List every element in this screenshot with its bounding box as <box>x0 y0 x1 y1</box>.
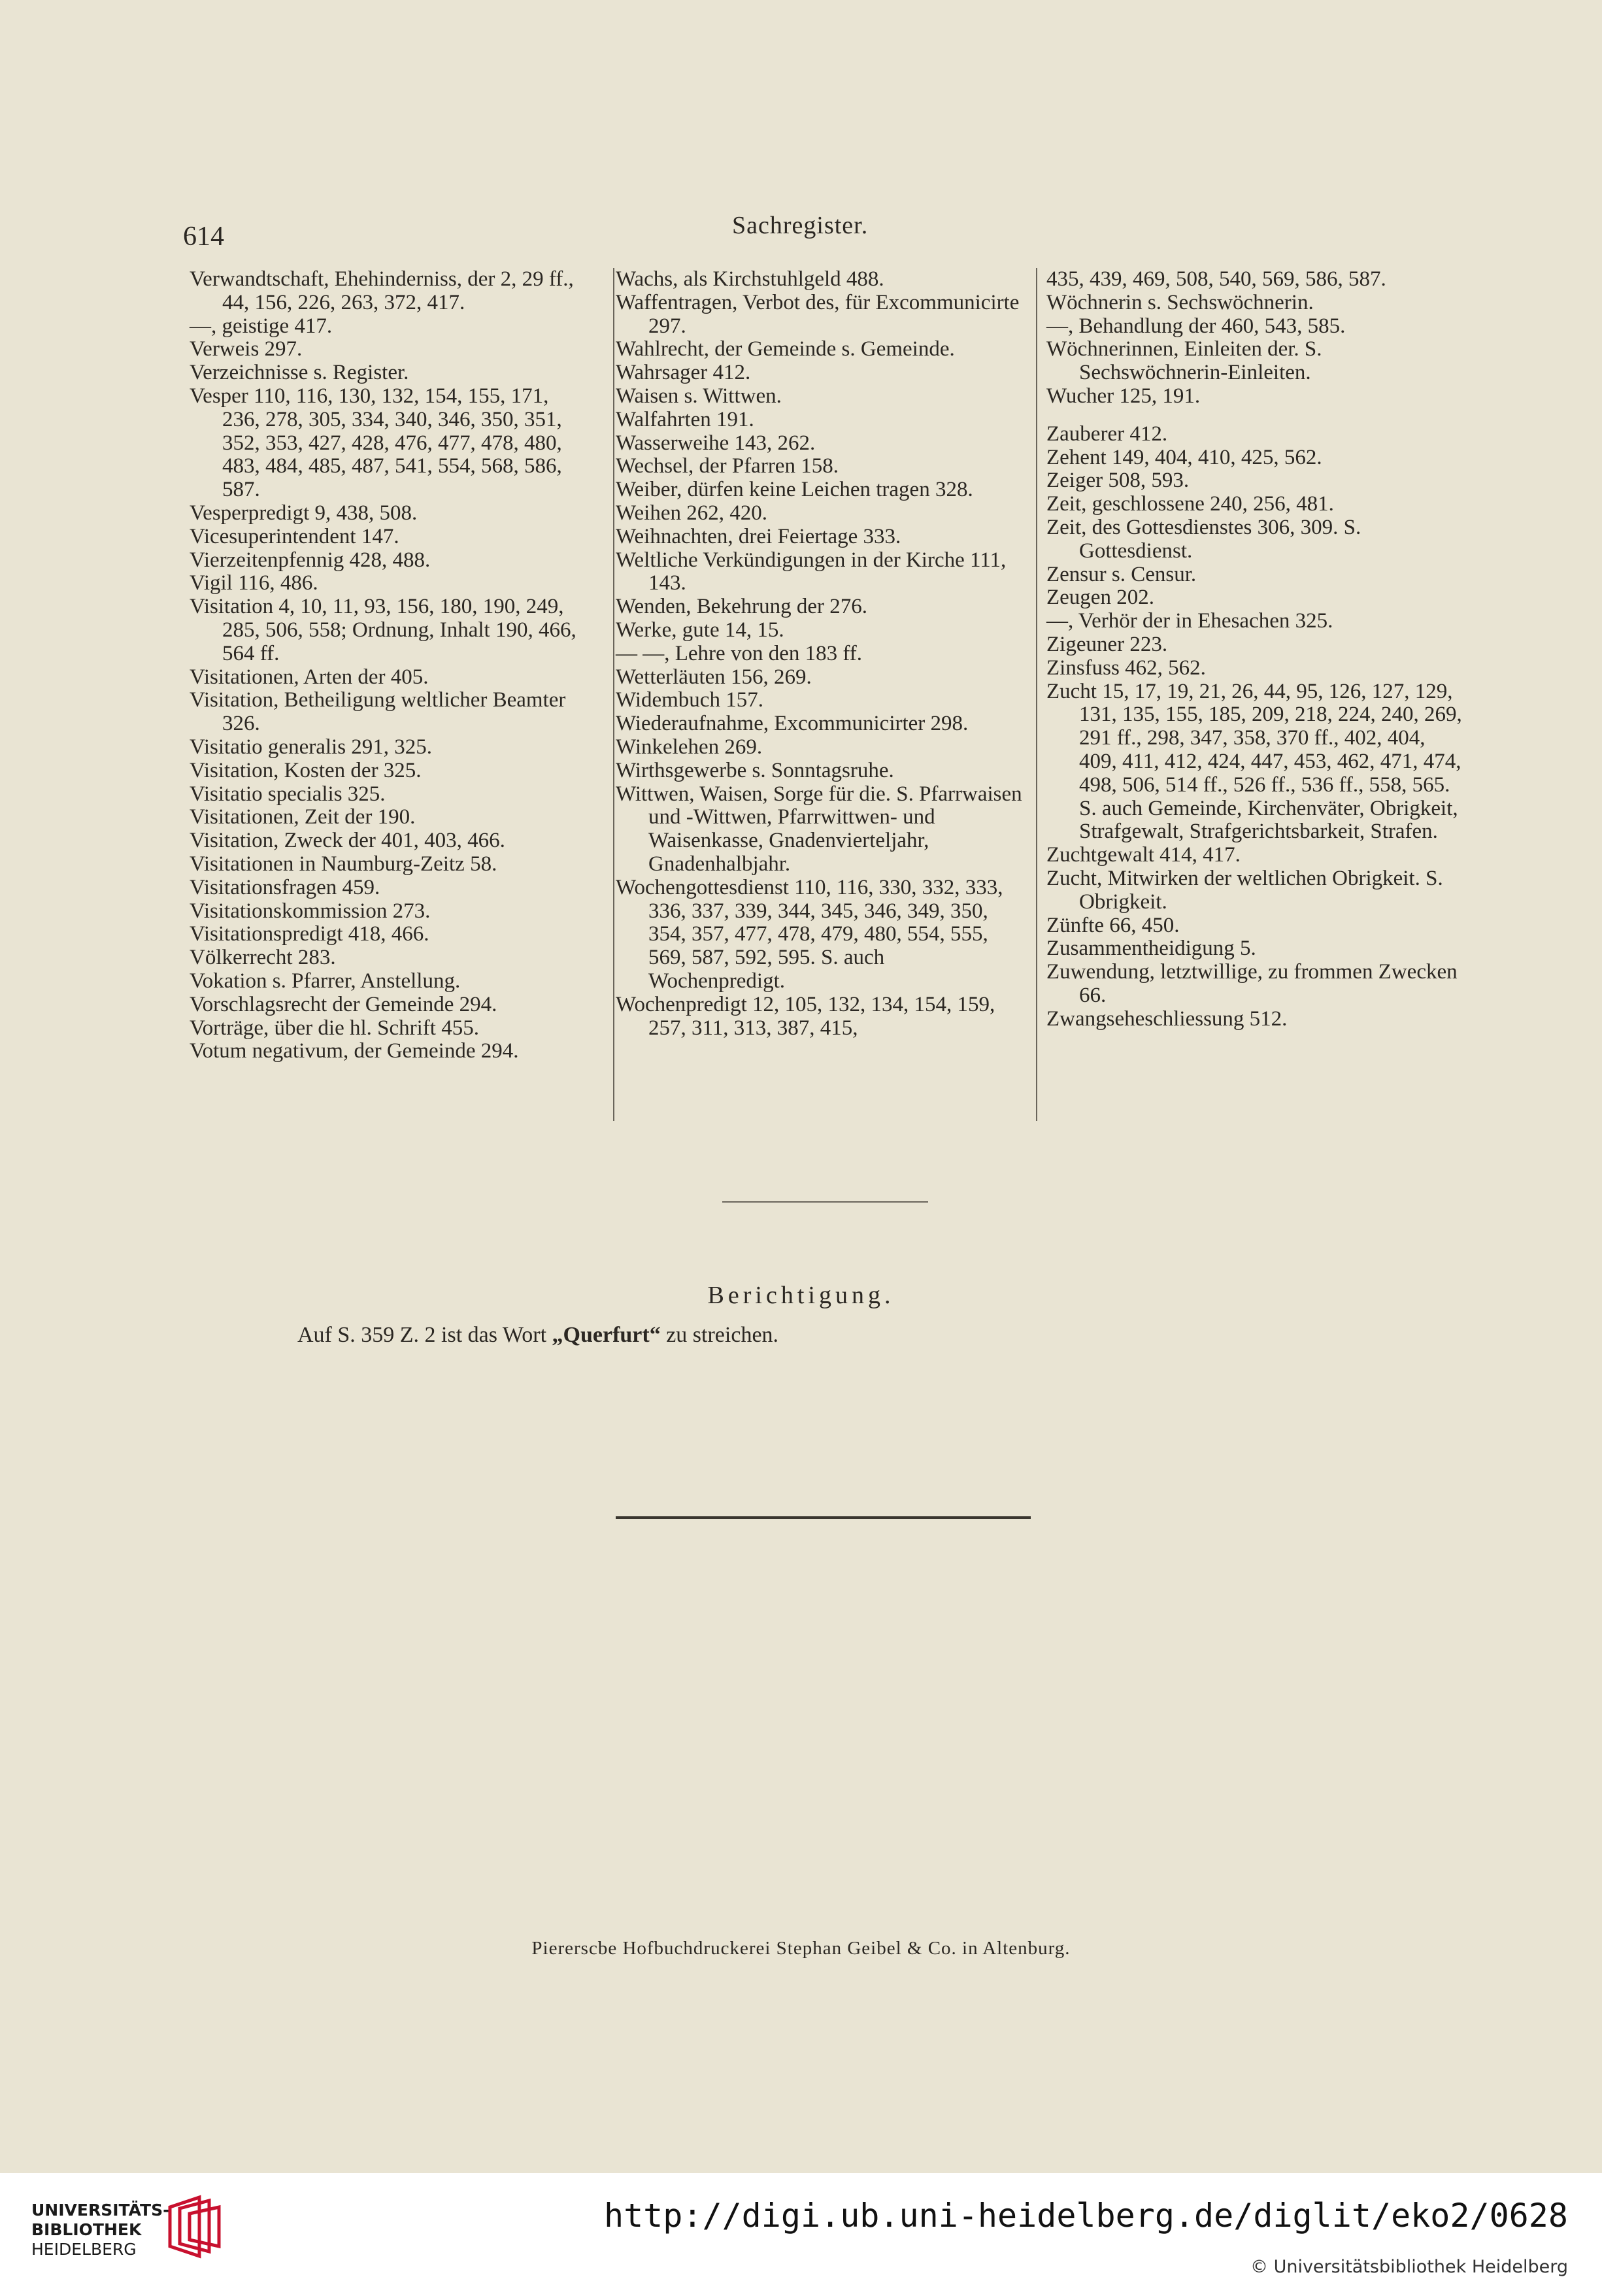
index-entry: Visitation, Betheiligung weltlicher Beamter 326. <box>190 688 566 736</box>
index-column-3-w <box>1046 268 1465 408</box>
index-entry: Visitationsfragen 459. <box>190 875 380 899</box>
index-entry: Wetterläuten 156, 269. <box>616 665 812 689</box>
index-column-1 <box>190 268 588 1063</box>
index-entry: Wochengottesdienst 110, 116, 330, 332, 333, 336, 337, 339, 344, 345, 346, 349, 350, 354, 357, 477, 478, 479, 480, 554, 555, 569, 587, 592, 595. S. auch Wochenpredigt. <box>616 875 1003 993</box>
index-entry: Zucht 15, 17, 19, 21, 26, 44, 95, 126, 127, 129, 131, 135, 155, 185, 209, 218, 224, 240, 269, 291 ff., 298, 347, 358, 370 ff., 402, 404, 409, 411, 412, 424, 447, 453, 462, 471, 474, 498, 506, 514 ff., 526 ff., 536 ff., 558, 565. S. auch Gemeinde, Kirchenväter, Obrigkeit, Strafgewalt, Strafgerichtsbarkeit, Strafen. <box>1046 679 1462 844</box>
index-entry: Wahlrecht, der Gemeinde s. Gemeinde. <box>616 337 955 361</box>
index-entry: Visitation 4, 10, 11, 93, 156, 180, 190, 249, 285, 506, 558; Ordnung, Inhalt 190, 466, 564 ff. <box>190 595 576 665</box>
logo-line-3: HEIDELBERG <box>31 2240 137 2259</box>
index-entry: Wiederaufnahme, Excommunicirter 298. <box>616 712 969 736</box>
index-entry: —, Behandlung der 460, 543, 585. <box>1046 314 1346 338</box>
index-entry: Zuchtgewalt 414, 417. <box>1046 843 1241 867</box>
index-entry: Weihnachten, drei Feiertage 333. <box>616 524 901 548</box>
index-entry: Wahrsager 412. <box>616 361 751 385</box>
index-column-2 <box>613 268 1024 1121</box>
index-column-3-z <box>1046 423 1465 1031</box>
index-entry: Visitatio specialis 325. <box>190 782 386 806</box>
index-entry: Zensur s. Censur. <box>1046 562 1197 586</box>
index-entry: Vesper 110, 116, 130, 132, 154, 155, 171, 236, 278, 305, 334, 340, 346, 350, 351, 352, 353, 427, 428, 476, 477, 478, 480, 483, 484, 485, 487, 541, 554, 568, 586, 587. <box>190 384 562 502</box>
index-entry: Zeit, geschlossene 240, 256, 481. <box>1046 492 1334 516</box>
index-entry: Waffentragen, Verbot des, für Excommunicirte 297. <box>616 290 1020 338</box>
library-logo-icon <box>163 2194 222 2259</box>
correction-text-after: zu streichen. <box>660 1323 779 1347</box>
index-entry: Winkelehen 269. <box>616 735 763 759</box>
index-entry: Verwandtschaft, Ehehinderniss, der 2, 29 ff., 44, 156, 226, 263, 372, 417. <box>190 267 574 314</box>
page-number: 614 <box>183 222 224 252</box>
index-entry: Zucht, Mitwirken der weltlichen Obrigkeit. S. Obrigkeit. <box>1046 866 1443 914</box>
index-entry: Vokation s. Pfarrer, Anstellung. <box>190 969 461 993</box>
index-entry: Wittwen, Waisen, Sorge für die. S. Pfarrwaisen und -Wittwen, Pfarrwittwen- und Waisenkasse, Gnadenvierteljahr, Gnadenhalbjahr. <box>616 782 1022 876</box>
index-entry: 435, 439, 469, 508, 540, 569, 586, 587. <box>1046 267 1386 291</box>
correction-text <box>297 1323 778 1348</box>
index-entry: Vorträge, über die hl. Schrift 455. <box>190 1016 479 1040</box>
running-title: Sachregister. <box>732 212 869 239</box>
permalink-url[interactable]: http://digi.ub.uni-heidelberg.de/diglit/eko2/0628 <box>603 2197 1568 2235</box>
index-entry: Wachs, als Kirchstuhlgeld 488. <box>616 267 884 291</box>
index-entry: Wenden, Bekehrung der 276. <box>616 595 867 619</box>
index-entry: Vicesuperintendent 147. <box>190 524 399 548</box>
index-entry: Verweis 297. <box>190 337 303 361</box>
index-entry: Zuwendung, letztwillige, zu frommen Zwecken 66. <box>1046 960 1458 1007</box>
correction-text-before: Auf S. 359 Z. 2 ist das Wort <box>297 1323 552 1347</box>
index-entry: Visitationskommission 273. <box>190 899 431 923</box>
index-entry: Visitatio generalis 291, 325. <box>190 735 433 759</box>
index-entry: Weiber, dürfen keine Leichen tragen 328. <box>616 478 973 502</box>
logo-line-2: BIBLIOTHEK <box>31 2220 142 2239</box>
index-entry: Zeit, des Gottesdienstes 306, 309. S. Gottesdienst. <box>1046 515 1361 563</box>
index-entry: Vesperpredigt 9, 438, 508. <box>190 501 418 525</box>
index-entry: Votum negativum, der Gemeinde 294. <box>190 1039 519 1063</box>
index-entry: Völkerrecht 283. <box>190 946 336 970</box>
index-entry: Zauberer 412. <box>1046 422 1168 446</box>
index-column-3 <box>1036 268 1465 1121</box>
index-entry: Weltliche Verkündigungen in der Kirche 111, 143. <box>616 548 1007 595</box>
index-entry: Visitation, Kosten der 325. <box>190 758 422 782</box>
index-entry: —, Verhör der in Ehesachen 325. <box>1046 609 1333 633</box>
index-entry: Wechsel, der Pfarren 158. <box>616 454 839 478</box>
printer-imprint: Piererscbe Hofbuchdruckerei Stephan Geibel & Co. in Altenburg. <box>531 1938 1071 1959</box>
index-entry: Wöchnerinnen, Einleiten der. S. Sechswöchnerin-Einleiten. <box>1046 337 1322 385</box>
index-entry: Werke, gute 14, 15. <box>616 618 784 642</box>
index-entry: — —, Lehre von den 183 ff. <box>616 641 862 665</box>
index-entry: Zehent 149, 404, 410, 425, 562. <box>1046 445 1322 469</box>
correction-title: Berichtigung. <box>707 1282 895 1309</box>
index-entry: Waisen s. Wittwen. <box>616 384 782 408</box>
index-entry: Vorschlagsrecht der Gemeinde 294. <box>190 992 497 1016</box>
index-entry: Zinsfuss 462, 562. <box>1046 656 1206 680</box>
index-entry: Zünfte 66, 450. <box>1046 913 1180 937</box>
index-entry: Widembuch 157. <box>616 688 763 712</box>
index-entry: —, geistige 417. <box>190 314 333 338</box>
index-entry: Wochenpredigt 12, 105, 132, 134, 154, 159, 257, 311, 313, 387, 415, <box>616 992 995 1040</box>
index-entry: Vigil 116, 486. <box>190 571 318 595</box>
index-entry: Wöchnerin s. Sechswöchnerin. <box>1046 290 1314 314</box>
index-entry: Visitation, Zweck der 401, 403, 466. <box>190 829 505 853</box>
index-entry: Zigeuner 223. <box>1046 632 1168 656</box>
index-entry: Zeiger 508, 593. <box>1046 469 1190 493</box>
copyright-notice: © Universitätsbibliothek Heidelberg <box>1250 2257 1568 2277</box>
index-entry: Visitationen, Arten der 405. <box>190 665 429 689</box>
index-entry: Wucher 125, 191. <box>1046 384 1201 408</box>
index-entry: Wirthsgewerbe s. Sonntagsruhe. <box>616 758 894 782</box>
index-entry: Visitationen, Zeit der 190. <box>190 805 416 829</box>
index-entry: Zwangseheschliessung 512. <box>1046 1007 1288 1031</box>
library-footer <box>0 2173 1602 2296</box>
correction-word: „Querfurt“ <box>552 1323 661 1347</box>
library-logo-text <box>31 2201 169 2259</box>
divider-rule <box>722 1201 928 1203</box>
index-entry: Wasserweihe 143, 262. <box>616 431 816 455</box>
index-entry: Walfahrten 191. <box>616 407 754 431</box>
index-entry: Visitationen in Naumburg-Zeitz 58. <box>190 852 497 876</box>
index-entry: Zeugen 202. <box>1046 586 1154 610</box>
index-entry: Vierzeitenpfennig 428, 488. <box>190 548 431 572</box>
index-entry: Verzeichnisse s. Register. <box>190 361 409 385</box>
end-rule <box>616 1516 1031 1519</box>
index-entry: Visitationspredigt 418, 466. <box>190 922 429 946</box>
index-entry: Weihen 262, 420. <box>616 501 767 525</box>
index-entry: Zusammentheidigung 5. <box>1046 937 1256 961</box>
logo-line-1: UNIVERSITÄTS- <box>31 2201 170 2220</box>
